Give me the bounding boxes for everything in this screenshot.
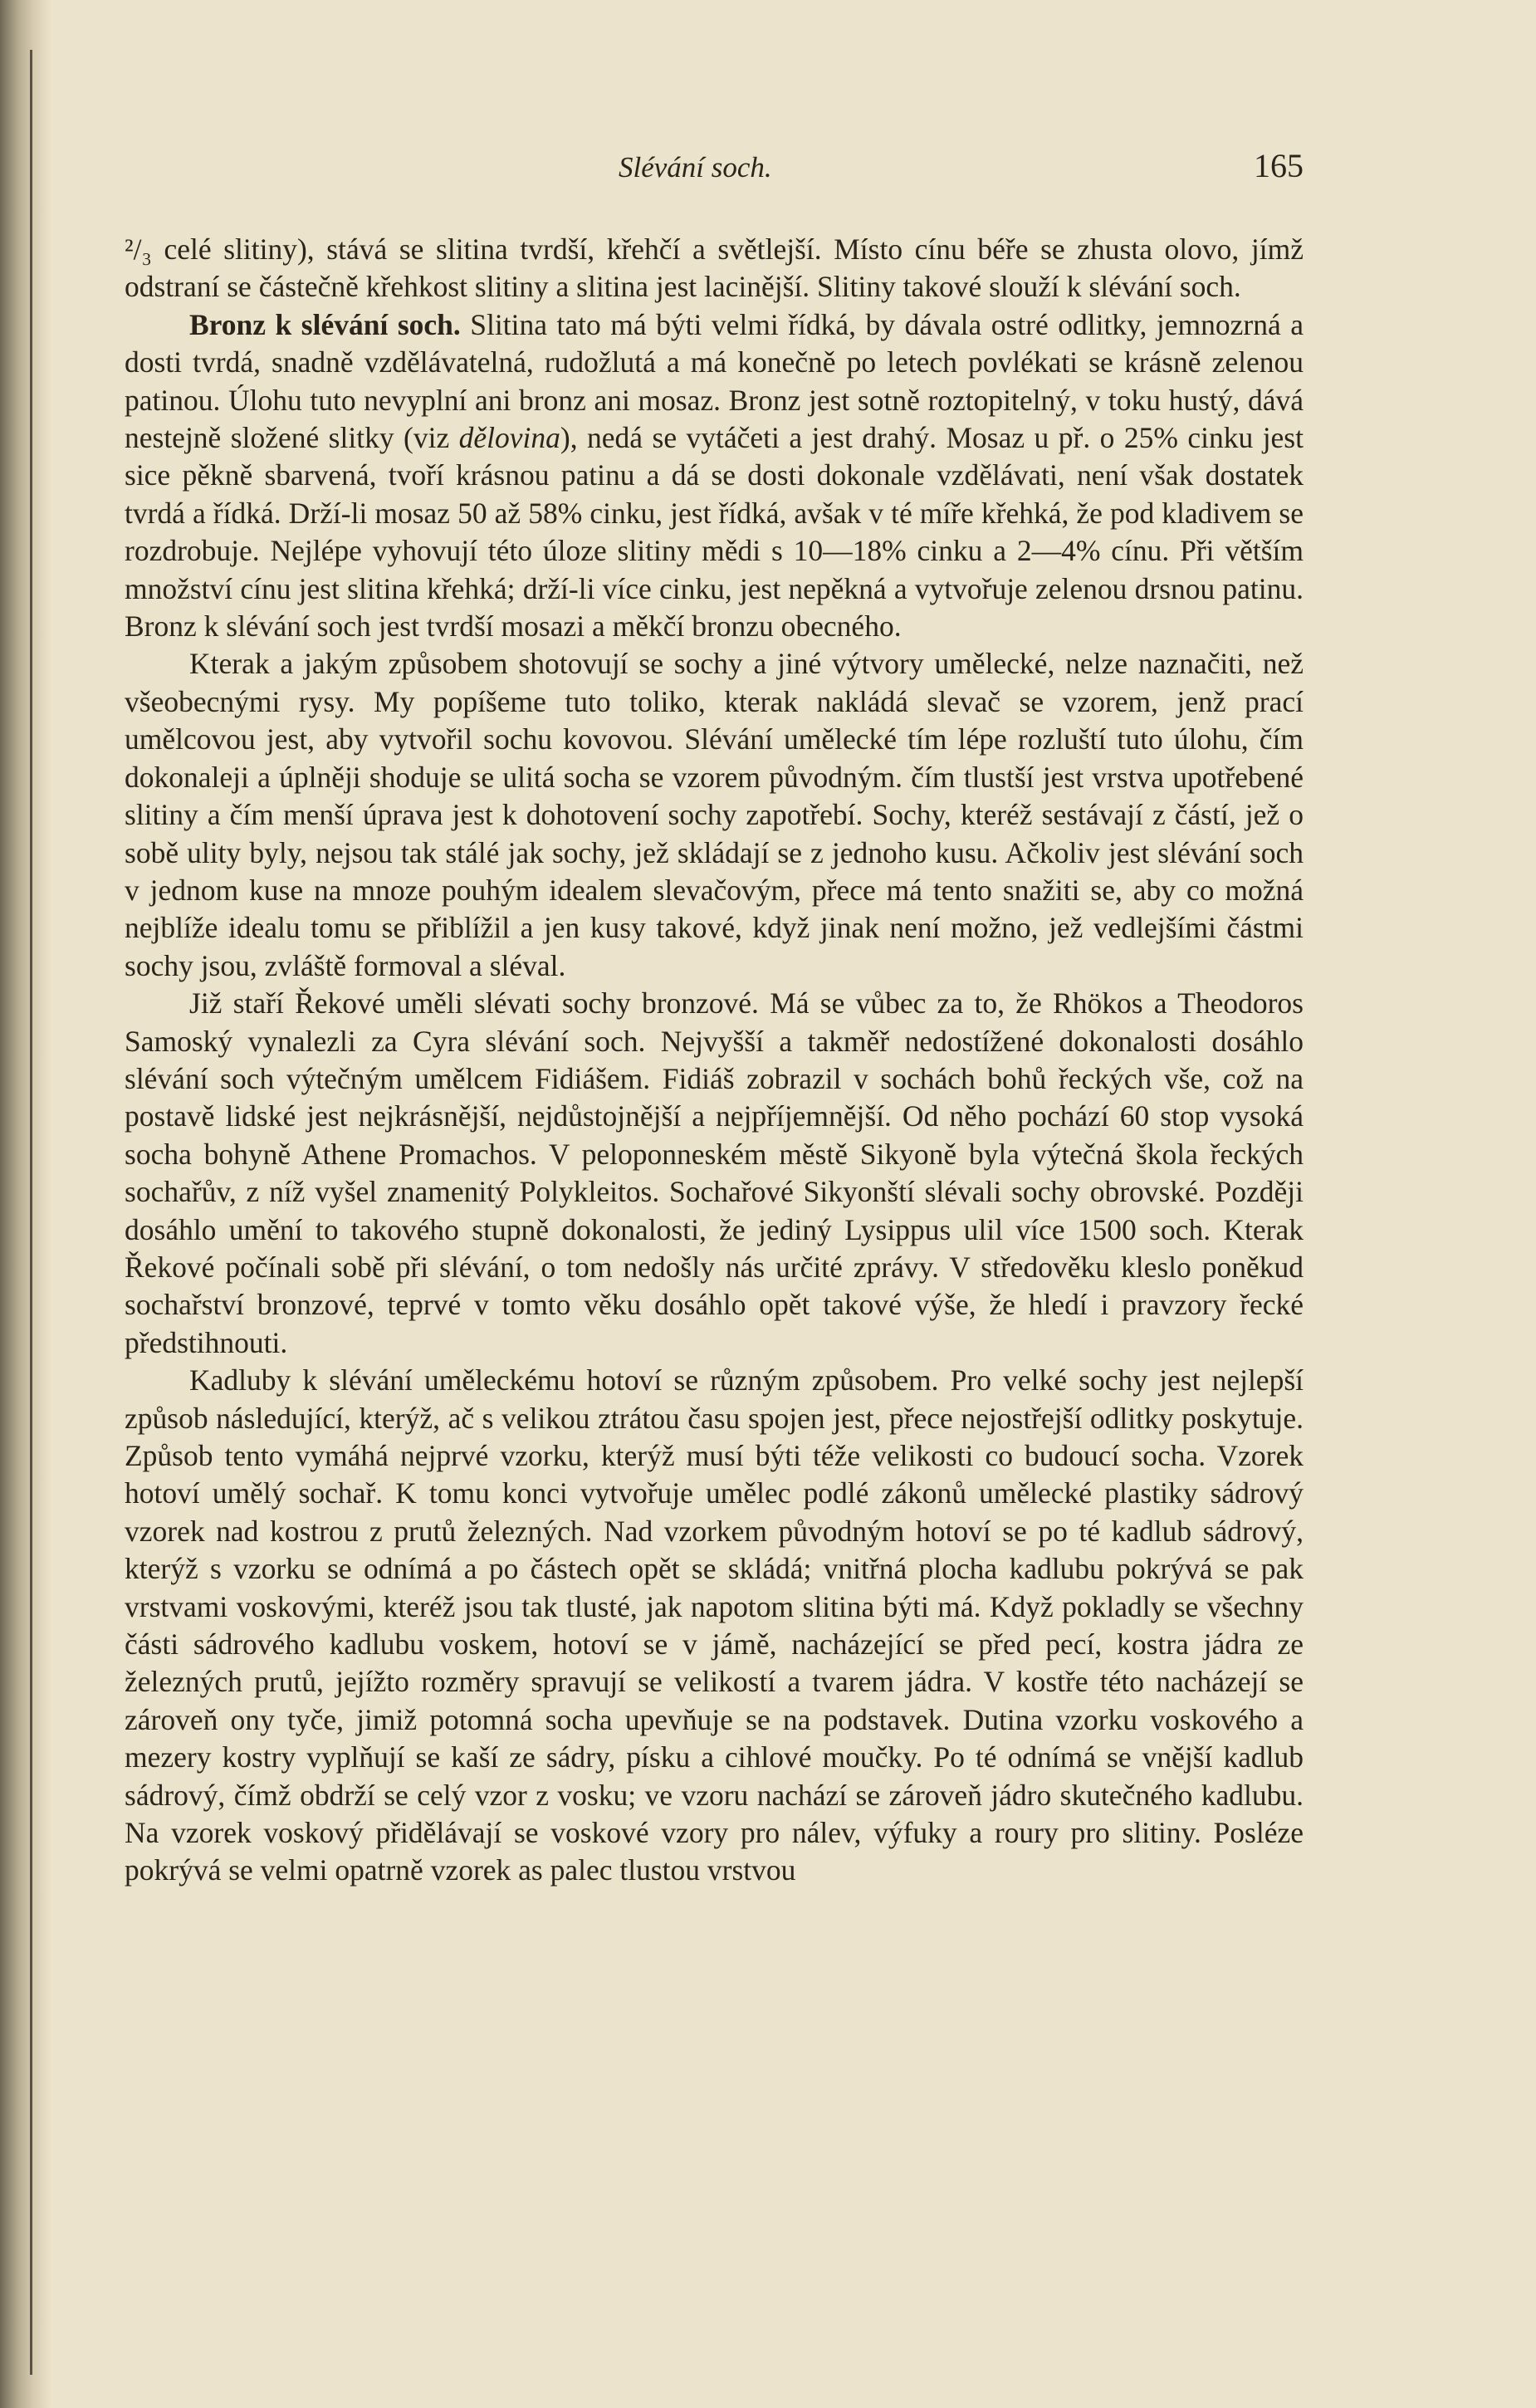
paragraph-1: ²/₃ celé slitiny), stává se slitina tvrdší, křehčí a světlejší. Místo cínu béře se zhusta olovo, jímž odstraní se částečně křehkost slitiny a slitina jest lacinější. Slitiny takové slouží k slévání soch. (125, 232, 1304, 304)
paragraph-3: Kterak a jakým způsobem shotovují se sochy a jiné výtvory umělecké, nelze naznačiti, než všeobecnými rysy. My popíšeme tuto toliko, kterak nakládá slevač se vzorem, jenž prací umělcovou jest, aby vytvořil sochu kovovou. Slévání umělecké tím lépe rozluští tuto úlohu, čím dokonaleji a úplněji shoduje se ulitá socha se vzorem původným. čím tlustší jest vrstva upotřebené slitiny a čím menší úprava jest k dohotovení sochy zapotřebí. Sochy, kteréž sestávají z částí, jež o sobě ulity byly, nejsou tak stálé jak sochy, jež skládají se z jednoho kusu. Ačkoliv jest slévání soch v jednom kuse na mnoze pouhým idealem slevačovým, přece má tento snažiti se, aby co možná nejblíže idealu tomu se přiblížil a jen kusy takové, když jinak není možno, jež vedlejšími částmi sochy jsou, zvláště formoval a sléval. (125, 647, 1304, 982)
paragraph-2-text-a: Slitina tato má býti velmi řídká, by dávala ostré odlitky, jemnozrná a dosti tvrdá, snadně vzdělávatelná, rudožlutá a má konečně po letech povlékati se krásně zelenou patinou. Úlohu tuto nevyplní ani bronz ani mosaz. Bronz jest sotně roztopitelný, v toku hustý, dává nestejně složené slitky (viz (125, 307, 1304, 455)
section-heading-bronz: Bronz k slévání soch. (189, 307, 461, 341)
running-head (125, 147, 1304, 201)
paragraph-5: Kadluby k slévání uměleckému hotoví se různým způsobem. Pro velké sochy jest nejlepší způsob následující, kterýž, ač s velikou ztrátou času spojen jest, přece nejostřejší odlitky poskytuje. Způsob tento vymáhá nejprvé vzorku, kterýž musí býti téže velikosti co budoucí socha. Vzorek hotoví umělý sochař. K tomu konci vytvořuje umělec podlé zákonů umělecké plastiky sádrový vzorek nad kostrou z prutů železných. Nad vzorkem původným hotoví se po té kadlub sádrový, kterýž s vzorku se odnímá a po částech opět se skládá; vnitřná plocha kadlubu pokrývá se pak vrstvami voskovými, kteréž jsou tak tlusté, jak napotom slitina býti má. Když pokladly se všechny části sádrového kadlubu voskem, hotoví se v jámě, nacházející se před pecí, kostra jádra ze železných prutů, jejížto rozměry spravují se velikostí a tvarem jádra. V kostře této nacházejí se zároveň ony tyče, jimiž potomná socha upevňuje se na podstavek. Dutina vzorku voskového a mezery kostry vyplňují se kaší ze sádry, písku a cihlové moučky. Po té odnímá se vnější kadlub sádrový, čímž obdrží se celý vzor z vosku; ve vzoru nachází se zároveň jádro skutečného kadlubu. Na vzorek voskový přidělávají se voskové vzory pro nálev, výfuky a roury pro slitiny. Posléze pokrývá se velmi opatrně vzorek as palec tlustou vrstvou (125, 1363, 1304, 1887)
page-number: 165 (1254, 147, 1304, 184)
paragraph-4: Již staří Řekové uměli slévati sochy bronzové. Má se vůbec za to, že Rhökos a Theodoros Samoský vynalezli za Cyra slévání soch. Nejvyšší a takměř nedostížené dokonalosti dosáhlo slévání soch výtečným umělcem Fidiášem. Fidiáš zobrazil v sochách bohů řeckých vše, což na postavě lidské jest nejkrásnější, nejdůstojnější a nejpříjemnější. Od něho pochází 60 stop vysoká socha bohyně Athene Promachos. V peloponneském městě Sikyoně byla výtečná škola řeckých sochařův, z níž vyšel znamenitý Polykleitos. Sochařové Sikyonští slévali sochy obrovské. Později dosáhlo umění to takového stupně dokonalosti, že jediný Lysippus ulil více 1500 soch. Kterak Řekové počínali sobě při slévání, o tom nedošly nás určité zprávy. V středověku kleslo poněkud sochařství bronzové, teprvé v tomto věku dosáhlo opět takové výše, že hledí i pravzory řecké předstihnouti. (125, 986, 1304, 1359)
running-head-title: Slévání soch. (619, 151, 772, 184)
paragraph-2 (125, 306, 1304, 646)
binding-edge (30, 50, 32, 2375)
paragraph-2-emphasis: dělovina (458, 421, 560, 455)
paragraph-2-text-b: ), nedá se vytáčeti a jest drahý. Mosaz u př. o 25% cinku jest sice pěkně sbarvená, tvoří krásnou patinu a dá se dosti dokonale vzdělávati, není však dostatek tvrdá a řídká. Drží-li mosaz 50 až 58% cinku, jest řídká, avšak v té míře křehká, že pod kladivem se rozdrobuje. Nejlépe vyhovují této úloze slitiny mědi s 10—18% cinku a 2—4% cínu. Při větším množství cínu jest slitina křehká; drží-li více cinku, jest nepěkná a vytvořuje zelenou drsnou patinu. Bronz k slévání soch jest tvrdší mosazi a měkčí bronzu obecného. (125, 421, 1304, 644)
body-text (125, 231, 1304, 1890)
page-gutter-shadow (0, 0, 51, 2408)
